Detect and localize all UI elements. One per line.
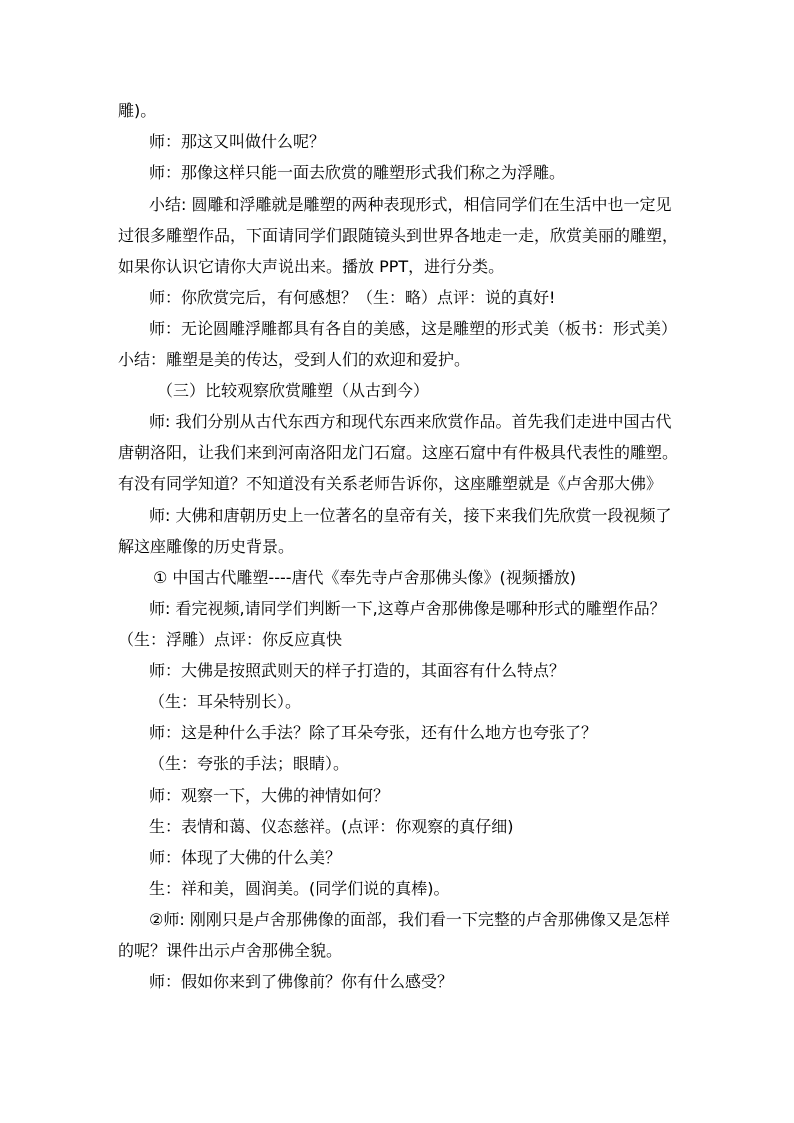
text-line-11: 师: 我们分别从古代东西方和现代东西来欣赏作品。首先我们走进中国古代 <box>149 412 672 431</box>
text-line-12: 唐朝洛阳，让我们来到河南洛阳龙门石窟。这座石窟中有件极具代表性的雕塑。 <box>118 443 679 462</box>
text-line-14: 师: 大佛和唐朝历史上一位著名的皇帝有关，接下来我们先欣赏一段视频了 <box>149 506 672 525</box>
text-line-3: 师：那像这样只能一面去欣赏的雕塑形式我们称之为浮雕。 <box>149 163 566 182</box>
text-line-9: 小结：雕塑是美的传达，受到人们的欢迎和爱护。 <box>118 350 471 369</box>
text-line-7: 师：你欣赏完后，有何感想？（生：略）点评：说的真好! <box>149 288 556 307</box>
text-line-15: 解这座雕像的历史背景。 <box>118 537 295 556</box>
text-line-13: 有没有同学知道？不知道没有关系老师告诉你，这座雕塑就是《卢舍那大佛》 <box>118 474 663 493</box>
section-heading: （三）比较观察欣赏雕塑（从古到今） <box>157 381 430 400</box>
text-line-1: 雕)。 <box>118 101 157 120</box>
text-line-29: 师：假如你来到了佛像前？你有什么感受？ <box>149 972 454 991</box>
text-line-4: 小结: 圆雕和浮雕就是雕塑的两种表现形式，相信同学们在生活中也一定见 <box>149 195 672 214</box>
text-line-6: 如果你认识它请你大声说出来。播放 PPT，进行分类。 <box>118 257 505 276</box>
text-line-19: 师：大佛是按照武则天的样子打造的，其面容有什么特点？ <box>149 661 566 680</box>
text-line-22: （生：夸张的手法；眼睛）。 <box>149 754 350 773</box>
text-line-28: 的呢？课件出示卢舍那佛全貌。 <box>118 941 343 960</box>
text-line-23: 师：观察一下，大佛的神情如何？ <box>149 786 390 805</box>
text-line-25: 师：体现了大佛的什么美？ <box>149 848 342 867</box>
text-line-21: 师：这是种什么手法？除了耳朵夸张，还有什么地方也夸张了？ <box>149 723 598 742</box>
text-line-20: （生：耳朵特别长）。 <box>149 692 302 711</box>
text-line-24: 生：表情和蔼、仪态慈祥。(点评：你观察的真仔细) <box>149 817 514 836</box>
text-line-18: （生：浮雕）点评：你反应真快 <box>118 630 343 649</box>
text-line-8: 师：无论圆雕浮雕都具有各自的美感，这是雕塑的形式美（板书：形式美） <box>149 319 678 338</box>
text-line-2: 师：那这又叫做什么呢？ <box>149 132 326 151</box>
text-line-5: 过很多雕塑作品，下面请同学们跟随镜头到世界各地走一走，欣赏美丽的雕塑， <box>118 226 679 245</box>
text-line-16: ① 中国古代雕塑----唐代《奉先寺卢舍那佛头像》(视频播放) <box>153 568 577 587</box>
text-line-17: 师: 看完视频,请同学们判断一下,这尊卢舍那佛像是哪种形式的雕塑作品？ <box>149 599 666 618</box>
text-line-26: 生：祥和美，圆润美。(同学们说的真棒)。 <box>149 879 450 898</box>
text-line-27: ②师: 刚刚只是卢舍那佛像的面部，我们看一下完整的卢舍那佛像又是怎样 <box>149 910 670 929</box>
